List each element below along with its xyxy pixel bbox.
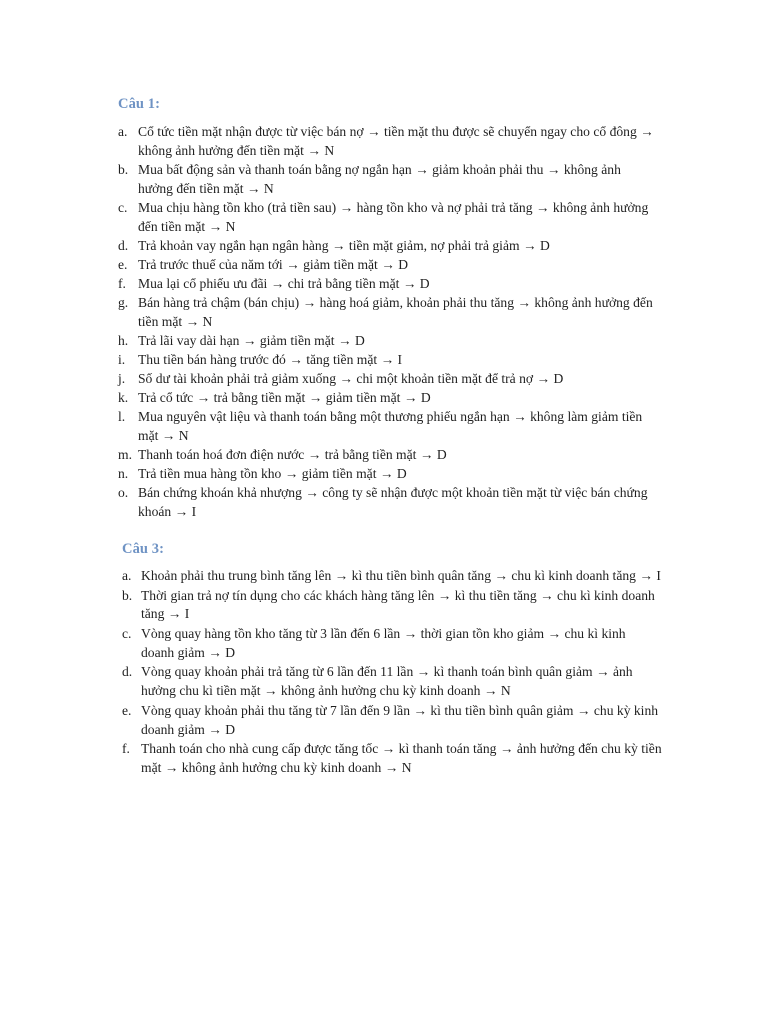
list-item-marker: a. — [122, 568, 132, 583]
list-item-text: Vòng quay hàng tồn kho tăng từ 3 lần đến 6 lần → thời gian tồn kho giảm → chu kì kinh doanh giảm → D — [141, 625, 626, 660]
list-item-text: Thu tiền bán hàng trước đó → tăng tiền mặt → I — [138, 352, 403, 367]
list-item-text: Trả khoản vay ngắn hạn ngân hàng → tiền mặt giảm, nợ phải trả giảm → D — [138, 238, 550, 253]
list-item — [118, 255, 658, 274]
answer-list-cau-3 — [122, 567, 662, 779]
section-heading-cau-3: Câu 3: — [122, 541, 165, 557]
answer-list-cau-1 — [118, 122, 658, 521]
list-item — [122, 587, 662, 625]
list-item-marker: n. — [118, 466, 129, 481]
list-item — [118, 274, 658, 293]
list-item — [118, 483, 658, 521]
list-item-marker: i. — [118, 352, 126, 367]
list-item-marker: c. — [122, 625, 132, 641]
list-item-marker: d. — [122, 664, 133, 680]
list-item — [122, 567, 662, 586]
list-item-text: Thanh toán cho nhà cung cấp được tăng tốc → kì thanh toán tăng → ảnh hưởng đến chu kỳ tiền mặt → không ảnh hưởng chu kỳ kinh doanh → N — [141, 741, 662, 776]
list-item-text: Số dư tài khoản phải trả giảm xuống → chi một khoản tiền mặt để trả nợ → D — [138, 371, 564, 386]
list-item — [118, 407, 658, 445]
list-item-text: Mua chịu hàng tồn kho (trả tiền sau) → hàng tồn kho và nợ phải trả tăng → không ảnh hưởng đến tiền mặt → N — [138, 200, 649, 234]
list-item — [122, 740, 662, 778]
list-item — [118, 331, 658, 350]
list-item-text: Cổ tức tiền mặt nhận được từ việc bán nợ → tiền mặt thu được sẽ chuyển ngay cho cổ đông → không ảnh hưởng đến tiền mặt → N — [138, 124, 654, 158]
list-item-marker: g. — [118, 295, 129, 310]
list-item-marker: f. — [118, 276, 126, 291]
list-item-marker: m. — [118, 447, 132, 462]
list-item — [122, 702, 662, 740]
list-item — [118, 160, 658, 198]
list-item-text: Thời gian trả nợ tín dụng cho các khách hàng tăng lên → kì thu tiền tăng → chu kì kinh doanh tăng → I — [141, 587, 655, 622]
list-item-marker: a. — [118, 124, 128, 139]
list-item-text: Bán hàng trả chậm (bán chịu) → hàng hoá giảm, khoản phải thu tăng → không ảnh hưởng đến tiền mặt → N — [138, 295, 653, 329]
list-item-marker: j. — [118, 371, 126, 386]
list-item-text: Mua lại cổ phiếu ưu đãi → chi trả bằng tiền mặt → D — [138, 276, 430, 291]
list-item — [122, 663, 662, 701]
list-item-marker: k. — [118, 390, 129, 405]
list-item-marker: f. — [122, 741, 130, 757]
list-item — [118, 293, 658, 331]
list-item-marker: e. — [118, 257, 128, 272]
list-item — [118, 236, 658, 255]
list-item — [118, 388, 658, 407]
list-item — [118, 369, 658, 388]
list-item-text: Vòng quay khoản phải thu tăng từ 7 lần đến 9 lần → kì thu tiền bình quân giảm → chu kỳ kinh doanh giảm → D — [141, 702, 659, 737]
list-item — [118, 350, 658, 369]
list-item-text: Mua nguyên vật liệu và thanh toán bằng một thương phiếu ngắn hạn → không làm giảm tiền mặt → N — [138, 409, 643, 443]
list-item-text: Trả cổ tức → trả bằng tiền mặt → giảm tiền mặt → D — [138, 390, 431, 405]
list-item-text: Thanh toán hoá đơn điện nước → trả bằng tiền mặt → D — [138, 447, 447, 462]
list-item-text: Khoản phải thu trung bình tăng lên → kì thu tiền bình quân tăng → chu kì kinh doanh tăng → I — [141, 568, 661, 583]
list-item-text: Vòng quay khoản phải trả tăng từ 6 lần đến 11 lần → kì thanh toán bình quân giảm → ảnh hưởng chu kì tiền mặt → không ảnh hưởng chu kỳ kinh doanh → N — [141, 664, 633, 699]
list-item-marker: h. — [118, 333, 129, 348]
list-item-marker: d. — [118, 238, 129, 253]
section-heading-cau-1: Câu 1: — [118, 96, 161, 112]
list-item-marker: e. — [122, 702, 132, 718]
list-item-marker: c. — [118, 200, 128, 215]
list-item — [118, 445, 658, 464]
list-item-text: Bán chứng khoán khả nhượng → công ty sẽ nhận được một khoản tiền mặt từ việc bán chứng khoán → I — [138, 485, 648, 519]
list-item-text: Trả lãi vay dài hạn → giảm tiền mặt → D — [138, 333, 365, 348]
list-item-marker: o. — [118, 485, 129, 500]
list-item-marker: b. — [122, 587, 133, 603]
list-item-marker: l. — [118, 409, 126, 424]
list-item — [118, 464, 658, 483]
list-item-marker: b. — [118, 162, 129, 177]
list-item — [122, 625, 662, 663]
list-item-text: Mua bất động sản và thanh toán bằng nợ ngắn hạn → giảm khoản phải thu → không ảnh hưởng đến tiền mặt → N — [138, 162, 621, 196]
list-item-text: Trả tiền mua hàng tồn kho → giảm tiền mặt → D — [138, 466, 407, 481]
list-item-text: Trả trước thuế của năm tới → giảm tiền mặt → D — [138, 257, 409, 272]
list-item — [118, 198, 658, 236]
list-item — [118, 122, 658, 160]
